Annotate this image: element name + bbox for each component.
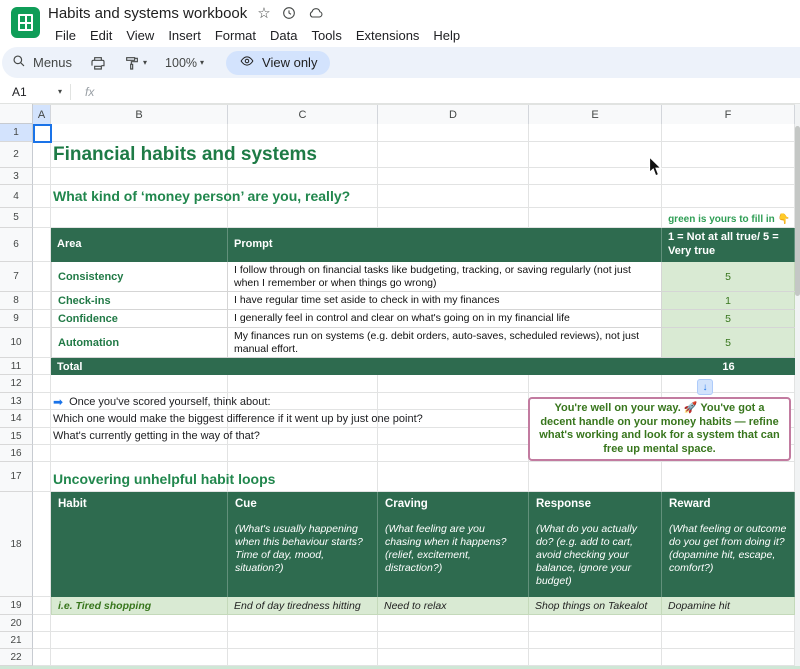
- sheets-logo-icon[interactable]: [11, 7, 40, 38]
- zoom-value: 100%: [165, 55, 198, 70]
- score-cell[interactable]: 5: [662, 262, 795, 291]
- example-response-cell[interactable]: Shop things on Takealot: [529, 597, 662, 615]
- zoom-select[interactable]: [165, 56, 204, 70]
- view-only-button[interactable]: [226, 51, 330, 75]
- prompt-cell[interactable]: My finances run on systems (e.g. debit orders, auto-saves, scheduled reviews), not just manual effort.: [228, 328, 662, 357]
- prompt-cell[interactable]: I have regular time set aside to check in with my finances: [228, 292, 662, 309]
- row-header-14[interactable]: 14: [0, 410, 33, 428]
- section1-title: What kind of ‘money person’ are you, really?: [53, 188, 351, 204]
- menu-help[interactable]: Help: [433, 27, 461, 43]
- table-row[interactable]: [51, 328, 795, 358]
- table1-header-area: Area: [51, 228, 228, 262]
- prompt-cell[interactable]: I generally feel in control and clear on what's going on in my financial life: [228, 310, 662, 327]
- menus-search-button[interactable]: [12, 54, 72, 71]
- document-title[interactable]: Habits and systems workbook: [48, 4, 248, 22]
- row-header-22[interactable]: 22: [0, 649, 33, 666]
- row-header-15[interactable]: 15: [0, 428, 33, 445]
- row-header-17[interactable]: 17: [0, 462, 33, 492]
- gridline: [33, 648, 795, 649]
- page-title: Financial habits and systems: [53, 144, 317, 165]
- toolbar: [2, 47, 800, 78]
- divider: [70, 84, 71, 100]
- table1-header-prompt: Prompt: [228, 228, 662, 262]
- area-cell[interactable]: Confidence: [51, 310, 228, 327]
- row-headers: [0, 124, 33, 666]
- table-row[interactable]: [51, 292, 795, 310]
- prompt-cell[interactable]: I follow through on financial tasks like budgeting, tracking, or saving regularly (not just when I remember or when things go wrong): [228, 262, 662, 291]
- cloud-status-icon[interactable]: [307, 5, 325, 21]
- section2-title: Uncovering unhelpful habit loops: [53, 471, 276, 487]
- table2-example-row[interactable]: [51, 597, 795, 615]
- row-header-8[interactable]: 8: [0, 292, 33, 310]
- area-cell[interactable]: Automation: [51, 328, 228, 357]
- caret-down-icon: ▾: [200, 58, 205, 67]
- column-header-E[interactable]: E: [529, 105, 662, 125]
- callout-text: You're well on your way. 🚀 You've got a decent handle on your money habits — refine what's working and look for a system that can free up mental space.: [539, 402, 780, 455]
- row-header-21[interactable]: 21: [0, 632, 33, 649]
- example-cue-cell[interactable]: End of day tiredness hitting: [228, 597, 378, 615]
- paint-format-icon[interactable]: [124, 55, 147, 71]
- area-cell[interactable]: Check-ins: [51, 292, 228, 309]
- menu-tools[interactable]: Tools: [311, 27, 342, 43]
- column-headers: [33, 104, 795, 124]
- money-person-table: [51, 228, 795, 375]
- gridline: [33, 631, 795, 632]
- formula-bar: [0, 80, 800, 104]
- column-header-C[interactable]: C: [228, 105, 378, 125]
- total-label: Total: [57, 360, 83, 373]
- sheets-logo-grid: [18, 14, 33, 31]
- suggestion-chip-icon[interactable]: [697, 379, 713, 395]
- row-header-16[interactable]: 16: [0, 445, 33, 462]
- reflection-question-1: Which one would make the biggest difference if it went up by just one point?: [53, 413, 423, 425]
- row-header-7[interactable]: 7: [0, 262, 33, 292]
- table2-header-cue: Cue (What's usually happening when this behaviour starts? Time of day, mood, situation?): [228, 492, 378, 597]
- table-row[interactable]: [51, 310, 795, 328]
- table1-header-score: 1 = Not at all true/ 5 = Very true: [662, 228, 795, 262]
- select-all-corner[interactable]: [0, 104, 33, 124]
- menubar: [48, 24, 467, 46]
- column-header-F[interactable]: F: [662, 105, 795, 125]
- table1-header-row: [51, 228, 795, 262]
- table2-header-craving: Craving (What feeling are you chasing when it happens? (relief, excitement, distraction?): [378, 492, 529, 597]
- row-header-2[interactable]: 2: [0, 142, 33, 168]
- score-cell[interactable]: 5: [662, 328, 795, 357]
- table1-total-row: [51, 358, 795, 375]
- row-header-13[interactable]: 13: [0, 393, 33, 410]
- menu-format[interactable]: Format: [214, 27, 256, 43]
- print-icon[interactable]: [90, 55, 106, 71]
- row-header-18[interactable]: 18: [0, 492, 33, 597]
- example-habit-cell[interactable]: i.e. Tired shopping: [51, 597, 228, 615]
- row-header-9[interactable]: 9: [0, 310, 33, 328]
- star-icon[interactable]: ☆: [257, 5, 271, 22]
- reflection-question-2: What's currently getting in the way of that?: [53, 430, 260, 442]
- row-header-12[interactable]: 12: [0, 375, 33, 393]
- chip-arrow-icon: ↓: [702, 381, 708, 393]
- column-header-A[interactable]: A: [33, 105, 51, 125]
- menus-label: Menus: [33, 55, 73, 70]
- row-header-1[interactable]: 1: [0, 124, 33, 142]
- caret-down-icon: ▾: [143, 58, 148, 67]
- history-icon[interactable]: [281, 5, 297, 21]
- menu-file[interactable]: File: [55, 27, 76, 43]
- score-cell[interactable]: 5: [662, 310, 795, 327]
- row-header-10[interactable]: 10: [0, 328, 33, 358]
- reflection-intro-text: Once you've scored yourself, think about:: [69, 396, 271, 408]
- row-header-19[interactable]: 19: [0, 597, 33, 615]
- table2-header-reward: Reward (What feeling or outcome do you get from doing it? (dopamine hit, escape, comfort?): [662, 492, 795, 597]
- total-spacer: [228, 358, 662, 375]
- name-box[interactable]: [0, 85, 62, 99]
- view-only-label: View only: [262, 55, 318, 70]
- fill-hint: green is yours to fill in 👇: [668, 214, 790, 225]
- menu-insert[interactable]: Insert: [168, 27, 201, 43]
- column-header-D[interactable]: D: [378, 105, 529, 125]
- column-header-B[interactable]: B: [51, 105, 228, 125]
- table2-header-habit: Habit: [51, 492, 228, 597]
- fx-icon: fx: [85, 84, 95, 99]
- habit-loops-table: [51, 492, 795, 615]
- titlebar: [0, 0, 800, 47]
- row-header-11[interactable]: 11: [0, 358, 33, 375]
- row-header-5[interactable]: 5: [0, 208, 33, 228]
- menu-view[interactable]: View: [126, 27, 155, 43]
- table-row[interactable]: [51, 262, 795, 292]
- reflection-intro: [53, 394, 271, 410]
- row-header-4[interactable]: 4: [0, 185, 33, 208]
- selected-cell-a1[interactable]: [33, 124, 52, 143]
- example-reward-cell[interactable]: Dopamine hit: [662, 597, 795, 615]
- table2-header-response: Response (What do you actually do? (e.g. add to cart, avoid checking your balance, ignore your budget): [529, 492, 662, 597]
- search-icon: [12, 54, 26, 71]
- callout-box: [528, 397, 791, 461]
- example-craving-cell[interactable]: Need to relax: [378, 597, 529, 615]
- scrollbar-thumb[interactable]: [795, 126, 800, 296]
- table2-header-row: [51, 492, 795, 597]
- row-header-20[interactable]: 20: [0, 615, 33, 632]
- arrow-right-icon: ➡: [53, 395, 64, 409]
- total-value: 16: [722, 360, 735, 373]
- name-box-value: A1: [12, 84, 27, 99]
- vertical-scrollbar[interactable]: [795, 104, 800, 666]
- caret-down-icon: ▾: [57, 87, 62, 96]
- eye-icon: [239, 54, 255, 71]
- row-header-6[interactable]: 6: [0, 228, 33, 262]
- gridline: [33, 392, 795, 393]
- menu-edit[interactable]: Edit: [89, 27, 113, 43]
- menu-data[interactable]: Data: [270, 27, 298, 43]
- mouse-cursor: [648, 156, 663, 183]
- menu-extensions[interactable]: Extensions: [355, 27, 420, 43]
- area-cell[interactable]: Consistency: [51, 262, 228, 291]
- row-header-3[interactable]: 3: [0, 168, 33, 185]
- grid[interactable]: [33, 124, 795, 666]
- score-cell[interactable]: 1: [662, 292, 795, 309]
